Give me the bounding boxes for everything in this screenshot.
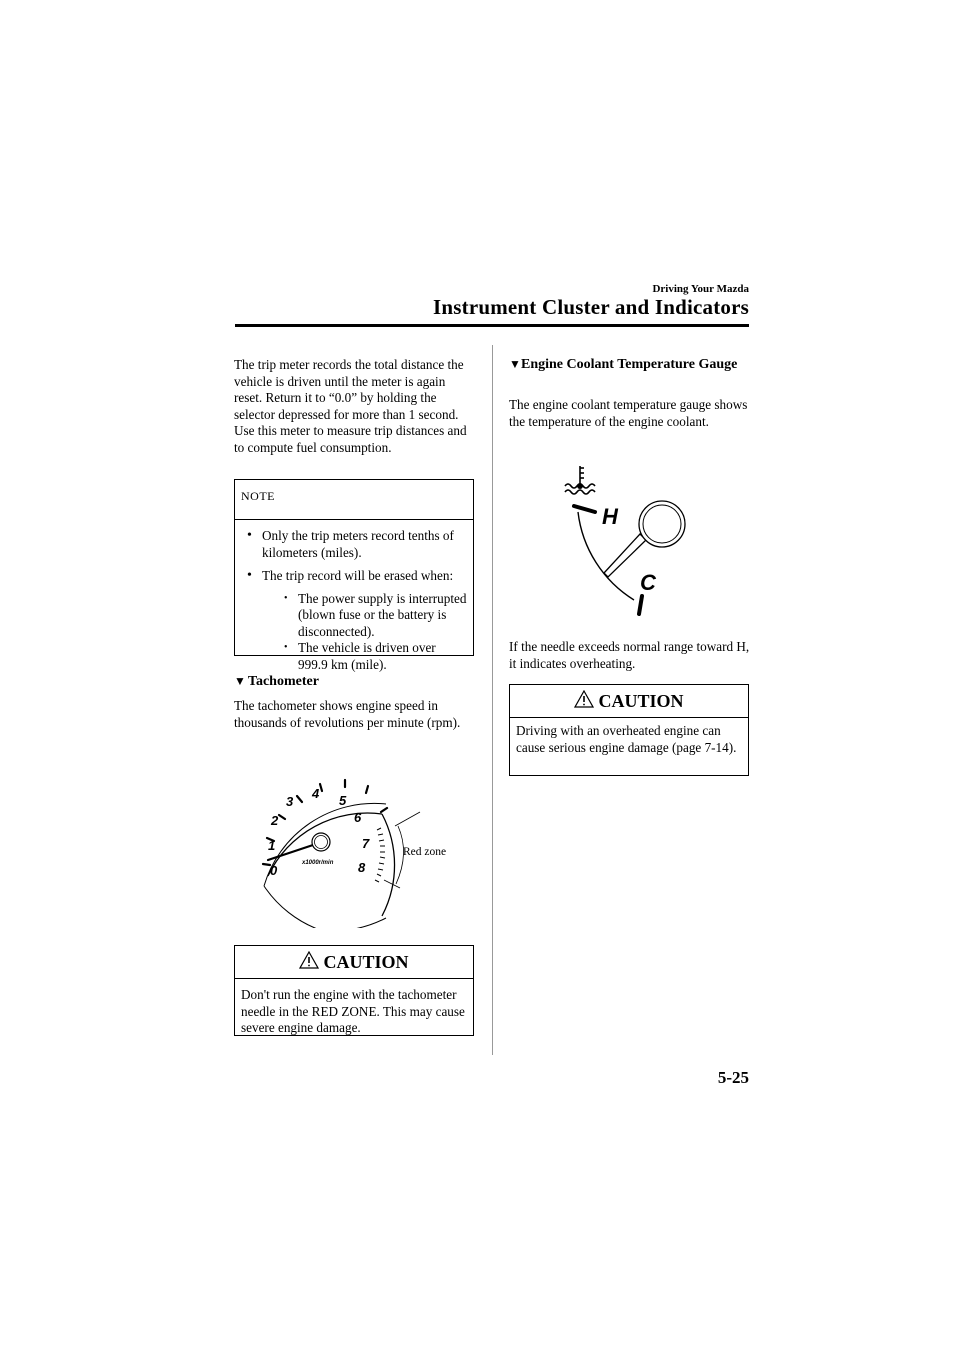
caution-heading-text: CAUTION	[598, 691, 684, 711]
note-sub-item: • The vehicle is driven over 999.9 km (mile).	[262, 640, 467, 673]
tachometer-paragraph: The tachometer shows engine speed in thousands of revolutions per minute (rpm).	[234, 698, 461, 730]
coolant-heading	[509, 356, 749, 373]
note-body	[235, 520, 473, 686]
trip-meter-paragraph: The trip meter records the total distance the vehicle is driven until the meter is again reset. Return it to “0.0” by holding the selector depressed for more than 1 second. Use this meter to measure trip distances and to compute fuel consumption.	[234, 357, 467, 455]
warning-triangle-icon	[299, 951, 319, 969]
header-rule	[235, 324, 749, 327]
caution-text: Don't run the engine with the tachometer needle in the RED ZONE. This may cause severe engine damage.	[241, 987, 465, 1035]
tach-number: 7	[362, 836, 370, 851]
tach-number: 4	[312, 786, 320, 801]
coolant-gauge-illustration	[560, 460, 700, 620]
tach-number: 8	[358, 860, 366, 875]
red-zone-label: Red zone	[403, 846, 447, 858]
tach-number: 6	[354, 810, 362, 825]
coolant-caution-box	[509, 684, 749, 776]
caution-heading-text: CAUTION	[323, 952, 409, 972]
note-box	[234, 479, 474, 672]
cold-label: C	[640, 570, 656, 595]
coolant-paragraph: The engine coolant temperature gauge shows the temperature of the engine coolant.	[509, 397, 748, 429]
hot-label: H	[602, 504, 618, 529]
chapter-title: Instrument Cluster and Indicators	[433, 295, 749, 319]
note-heading: NOTE	[235, 480, 473, 520]
column-divider	[492, 345, 493, 1055]
caution-heading	[510, 685, 748, 718]
section-marker-icon: ▼	[509, 357, 521, 371]
section-label: Driving Your Mazda	[652, 283, 749, 295]
tach-unit-label: x1000r/min	[302, 860, 334, 866]
tachometer-heading	[234, 673, 319, 690]
note-item-text: The trip record will be erased when:	[262, 568, 454, 583]
coolant-temperature-icon	[565, 466, 595, 494]
section-marker-icon: ▼	[234, 674, 246, 688]
overheat-paragraph: If the needle exceeds normal range toward H, it indicates overheating.	[509, 639, 750, 671]
note-item	[241, 568, 467, 673]
tach-number: 5	[339, 793, 347, 808]
tach-number: 2	[271, 813, 279, 828]
tachometer-heading-text: Tachometer	[247, 674, 319, 689]
note-list	[241, 528, 467, 673]
page-number: 5-25	[717, 1068, 749, 1087]
caution-text: Driving with an overheated engine can cause serious engine damage (page 7-14).	[516, 723, 737, 755]
note-sub-item: • The power supply is interrupted (blown fuse or the battery is disconnected).	[262, 591, 467, 641]
tach-number: 3	[286, 794, 294, 809]
tach-number: 1	[268, 838, 276, 853]
tach-number: 0	[270, 863, 278, 878]
tachometer-caution-box	[234, 945, 474, 1036]
note-item: • Only the trip meters record tenths of kilometers (miles).	[241, 528, 467, 561]
warning-triangle-icon	[574, 690, 594, 708]
caution-heading	[235, 946, 473, 979]
coolant-heading-text: Engine Coolant Temperature Gauge	[521, 357, 738, 372]
note-sub-list	[262, 591, 467, 674]
coolant-hub	[639, 501, 685, 547]
